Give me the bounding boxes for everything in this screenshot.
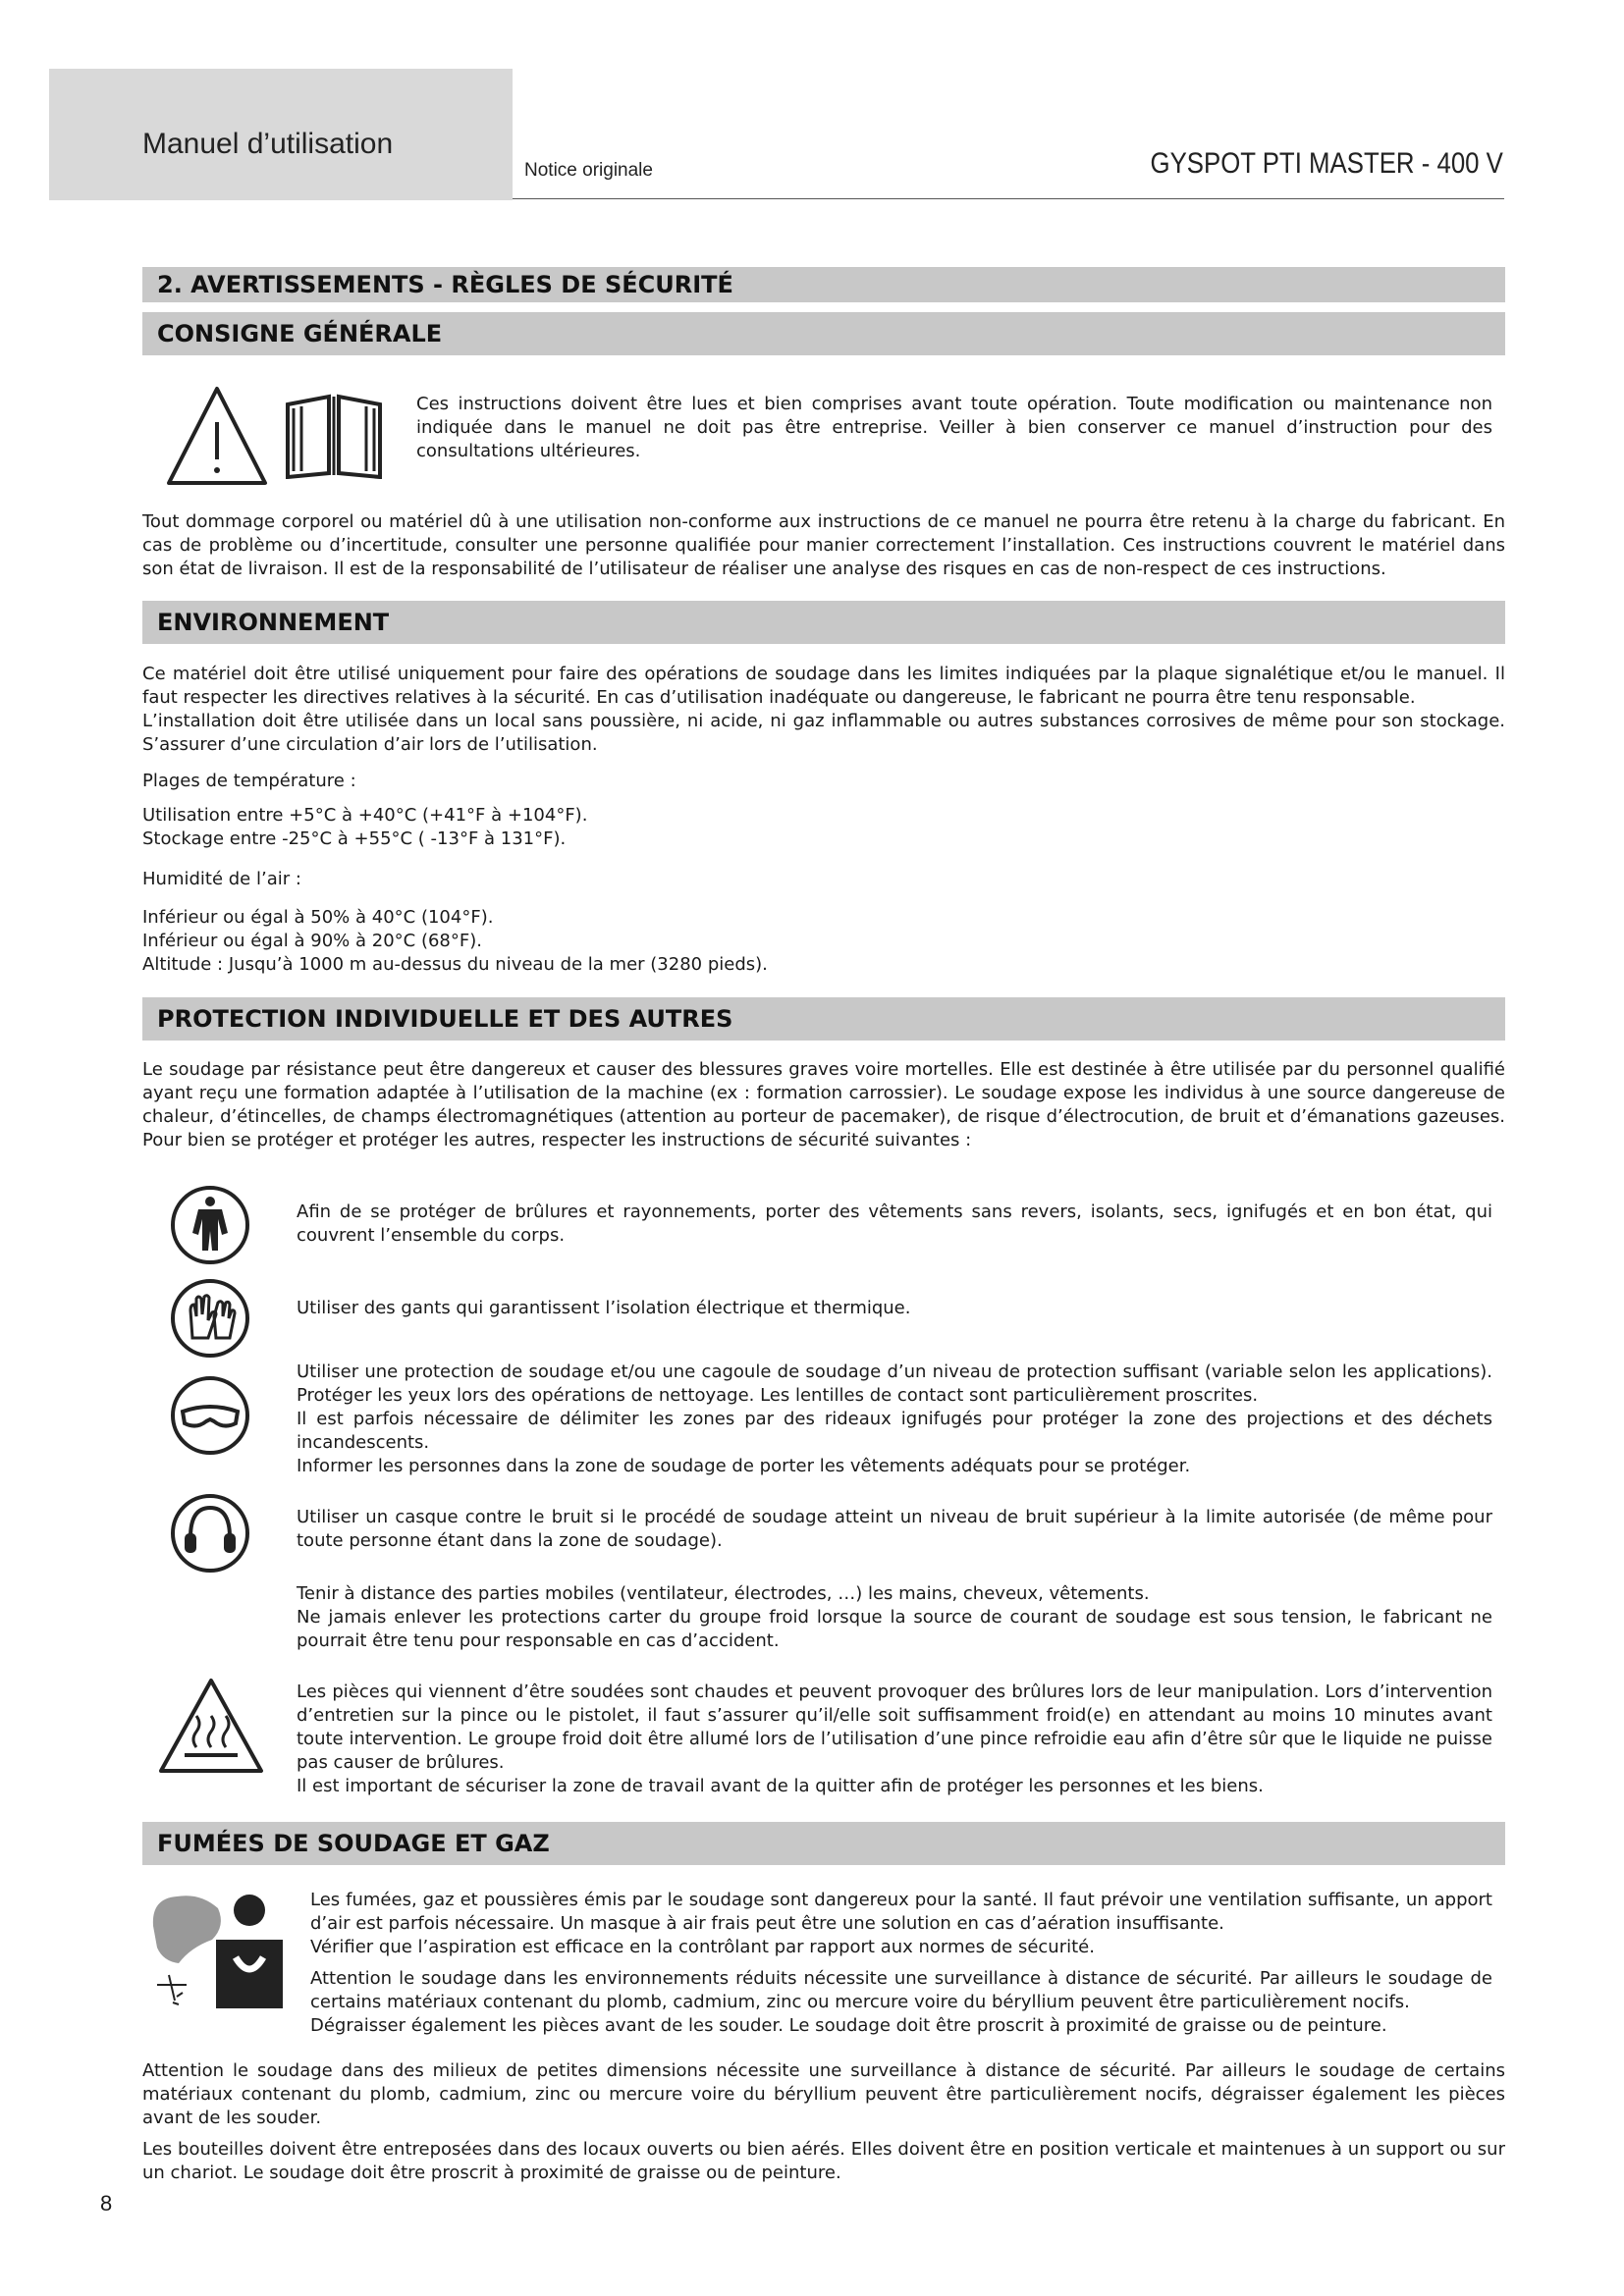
manual-title: Manuel d’utilisation xyxy=(142,128,394,160)
environment-usage-text: Ce matériel doit être utilisé uniquement pour faire des opérations de soudage dans les limites indiquées par la plaque signalétique et/ou le manuel. Il faut respecter les directives relatives à la sécurité. En cas d’utilisation inadéquate ou dangereuse, le fabricant ne pourra être tenu responsable. xyxy=(142,664,1505,708)
safety-glasses-icon xyxy=(169,1374,251,1461)
welding-fumes-icon xyxy=(147,1887,295,2014)
gloves-icon xyxy=(169,1277,251,1363)
general-intro-text: Ces instructions doivent être lues et bien comprises avant toute opération. Toute modification ou maintenance non indiquée dans le manuel ne doit pas être entreprise. Veiller à bien conserver ce manuel d’instruction pour des consultations ultérieures. xyxy=(416,394,1492,461)
header-rule xyxy=(513,198,1504,199)
fumes-cylinders-text: Les bouteilles doivent être entreposées dans des locaux ouverts ou bien aérés. Elles doivent être en position verticale et maintenues à un support ou sur un chariot. Le soudage doit être proscrit à proximité de graisse ou de peinture. xyxy=(142,2139,1505,2183)
fumes-confined-text: Attention le soudage dans les environnements réduits nécessite une surveillance à distance de sécurité. Par ailleurs le soudage de certains matériaux contenant du plomb, cadmium, zinc ou mercure voire du béryllium peuvent être particulièrement nocifs. xyxy=(310,1968,1492,2012)
manual-book-icon xyxy=(280,391,388,483)
protection-moving-parts-text: Tenir à distance des parties mobiles (ventilateur, électrodes, …) les mains, cheveux, vêtements. xyxy=(297,1583,1150,1604)
hot-surface-icon xyxy=(157,1677,265,1779)
protection-eyes-text: Utiliser une protection de soudage et/ou une cagoule de soudage d’un niveau de protection suffisant (variable selon les applications). Protéger les yeux lors des opérations de nettoyage. Les lentilles de contact sont particulièrement proscrites. xyxy=(297,1362,1492,1406)
page-number: 8 xyxy=(100,2191,113,2216)
general-liability-text: Tout dommage corporel ou matériel dû à une utilisation non-conforme aux instructions de ce manuel ne pourra être retenu à la charge du fabricant. En cas de problème ou d’incertitude, consulter une personne qualifiée pour manier correctement l’installation. Ces instructions couvrent le matériel dans son état de livraison. Il est de la responsabilité de l’utilisateur de réaliser une analyse des risques en cas de non-respect de ces instructions. xyxy=(142,511,1505,579)
fumes-small-spaces-text: Attention le soudage dans des milieux de petites dimensions nécessite une surveillance à distance de sécurité. Par ailleurs le soudage de certains matériaux contenant du plomb, cadmium, zinc ou mercure voire du béryllium peuvent être particulièrement nocifs, dégraisser également les pièces avant de les souder. xyxy=(142,2060,1505,2128)
protection-secure-zone-text: Il est important de sécuriser la zone de travail avant de la quitter afin de protéger les personnes et les biens. xyxy=(297,1776,1264,1796)
notice-label: Notice originale xyxy=(524,160,653,181)
environment-installation-text: L’installation doit être utilisée dans un local sans poussière, ni acide, ni gaz inflammable ou autres substances corrosives de même pour son stockage. S’assurer d’une circulation d’air lors de l’utilisation. xyxy=(142,711,1505,755)
fumes-danger-text: Les fumées, gaz et poussières émis par le soudage sont dangereux pour la santé. Il faut prévoir une ventilation suffisante, un apport d’air est parfois nécessaire. Un masque à air frais peut être une solution en cas d’aération insuffisante. xyxy=(310,1890,1492,1934)
temperature-label: Plages de température : xyxy=(142,771,356,791)
humidity-90: Inférieur ou égal à 90% à 20°C (68°F). xyxy=(142,931,482,951)
section-heading-protection: PROTECTION INDIVIDUELLE ET DES AUTRES xyxy=(142,997,1505,1041)
protection-inform-text: Informer les personnes dans la zone de soudage de porter les vêtements adéquats pour se protéger. xyxy=(297,1456,1191,1476)
fumes-aspiration-text: Vérifier que l’aspiration est efficace en la contrôlant par rapport aux normes de sécurité. xyxy=(310,1937,1095,1957)
temperature-use: Utilisation entre +5°C à +40°C (+41°F à +104°F). xyxy=(142,805,588,826)
humidity-label: Humidité de l’air : xyxy=(142,869,301,889)
protection-carter-text: Ne jamais enlever les protections carter du groupe froid lorsque la source de courant de soudage est sous tension, le fabricant ne pourrait être tenu pour responsable en cas d’accident. xyxy=(297,1607,1492,1651)
temperature-storage: Stockage entre -25°C à +55°C ( -13°F à 131°F). xyxy=(142,828,567,849)
protection-intro-text: Le soudage par résistance peut être dangereux et causer des blessures graves voire mortelles. Elle est destinée à être utilisée par du personnel qualifié ayant reçu une formation adaptée à l’utilisation de la machine (ex : formation carrossier). Le soudage expose les individus à une source dangereuse de chaleur, d’étincelles, de champs électromagnétiques (attention au porteur de pacemaker), de risque d’électrocution, de bruit et d’émanations gazeuses. Pour bien se protéger et protéger les autres, respecter les instructions de sécurité suivantes : xyxy=(142,1059,1505,1150)
altitude-text: Altitude : Jusqu’à 1000 m au-dessus du niveau de la mer (3280 pieds). xyxy=(142,954,768,975)
protection-hot-parts-text: Les pièces qui viennent d’être soudées sont chaudes et peuvent provoquer des brûlures lors de leur manipulation. Lors d’intervention d’entretien sur la pince ou le pistolet, il faut s’assurer qu’il/elle soit suffisamment froid(e) en attendant au moins 10 minutes avant toute intervention. Le groupe froid doit être allumé lors de l’utilisation d’une pince refroidie eau afin d’être sûr que le liquide ne puisse pas causer de brûlures. xyxy=(297,1682,1492,1773)
protective-clothing-icon xyxy=(169,1184,251,1270)
protection-noise-text: Utiliser un casque contre le bruit si le procédé de soudage atteint un niveau de bruit supérieur à la limite autorisée (de même pour toute personne étant dans la zone de soudage). xyxy=(297,1507,1492,1551)
protection-clothing-text: Afin de se protéger de brûlures et rayonnements, porter des vêtements sans revers, isolants, secs, ignifugés et en bon état, qui couvrent l’ensemble du corps. xyxy=(297,1201,1492,1246)
ear-protection-icon xyxy=(169,1492,251,1578)
section-heading-environment: ENVIRONNEMENT xyxy=(142,601,1505,644)
section-heading-main: 2. AVERTISSEMENTS - RÈGLES DE SÉCURITÉ xyxy=(142,267,1505,302)
warning-icon xyxy=(165,385,269,491)
protection-curtains-text: Il est parfois nécessaire de délimiter les zones par des rideaux ignifugés pour protéger la zone des projections et des déchets incandescents. xyxy=(297,1409,1492,1453)
section-heading-fumes: FUMÉES DE SOUDAGE ET GAZ xyxy=(142,1822,1505,1865)
section-heading-general: CONSIGNE GÉNÉRALE xyxy=(142,312,1505,355)
product-name: GYSPOT PTI MASTER - 400 V xyxy=(1150,147,1503,180)
protection-gloves-text: Utiliser des gants qui garantissent l’isolation électrique et thermique. xyxy=(297,1298,911,1318)
fumes-degrease-text: Dégraisser également les pièces avant de les souder. Le soudage doit être proscrit à proximité de graisse ou de peinture. xyxy=(310,2015,1387,2036)
humidity-50: Inférieur ou égal à 50% à 40°C (104°F). xyxy=(142,907,494,928)
